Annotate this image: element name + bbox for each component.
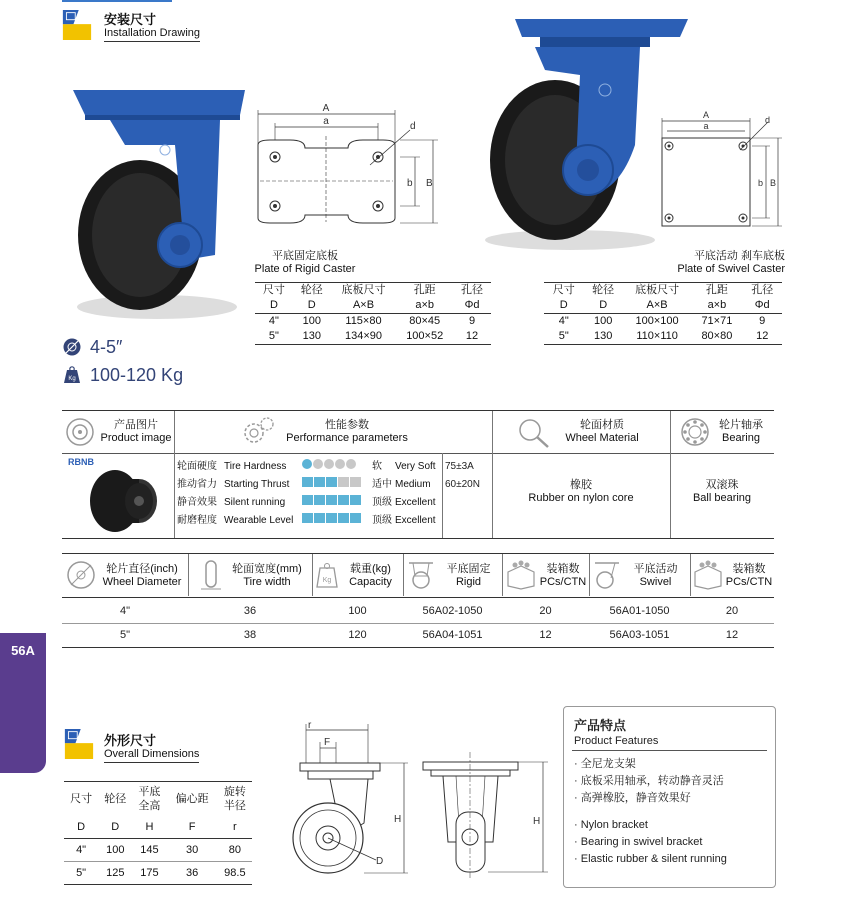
divider: [188, 554, 189, 596]
perf-level-cn: 顶级: [372, 497, 392, 508]
header-performance-en: Performance parameters: [286, 432, 408, 444]
list-item: · 底板采用轴承，转动静音灵活: [574, 775, 724, 787]
perf-label-en: Wearable Level: [224, 515, 294, 526]
weight-icon: [63, 366, 81, 384]
table-row: [544, 329, 782, 345]
table-cell: 5": [544, 329, 583, 345]
table-subheader: H: [145, 821, 154, 833]
table-cell: 80×80: [691, 329, 742, 345]
table-cell: 100: [348, 605, 367, 617]
header-bearing-cn: 轮片轴承: [719, 419, 763, 431]
table-cell: 36: [243, 605, 257, 617]
swivel-plate-caption-en: Plate of Swivel Caster: [677, 263, 785, 275]
level-segment: [350, 495, 361, 505]
rigid-label-d: d: [410, 121, 416, 132]
table-cell: 5": [255, 329, 293, 345]
header-pcs-ctn: [537, 563, 589, 589]
perf-label-en: Tire Hardness: [224, 461, 287, 472]
side-label-r: r: [308, 720, 312, 731]
load-capacity-range: 100-120 Kg: [90, 365, 184, 385]
table-cell: 56A04-1051: [422, 629, 483, 641]
rigid-label-a: a: [323, 116, 329, 127]
rigid-label-b: b: [407, 178, 413, 189]
perf-level-en: Excellent: [395, 497, 436, 508]
level-segment: [338, 477, 349, 487]
table-cell: 110×110: [623, 329, 691, 345]
feature-text: Nylon bracket: [580, 819, 648, 831]
table-cell: 71×71: [701, 315, 733, 327]
table-subheader: a×b: [396, 298, 453, 314]
features-list-cn: [564, 756, 775, 807]
rigid-plate-drawing: [250, 100, 450, 230]
table-cell: 80×45: [409, 315, 441, 327]
carton-icon: [692, 560, 724, 590]
features-title-cn: 产品特点: [574, 718, 627, 733]
header-en: Tire width: [243, 576, 291, 588]
table-subheader: Φd: [742, 298, 782, 314]
perf-level-cn: 适中: [372, 479, 392, 490]
header-cn: 装箱数: [732, 563, 766, 575]
table-cell: 134×90: [331, 329, 397, 345]
table-subheader: F: [188, 821, 196, 833]
table-header: 尺寸: [70, 793, 93, 805]
header-capacity: [338, 563, 403, 589]
table-cell: 20: [725, 605, 739, 617]
level-segment: [314, 495, 325, 505]
table-cell: 98.5: [224, 867, 246, 879]
table-header: 偏心距: [175, 793, 209, 805]
perf-label-cn: 轮面硬度: [177, 461, 217, 472]
table-cell: 12: [539, 629, 552, 641]
level-segment: [314, 477, 325, 487]
table-cell: 125: [106, 867, 125, 879]
header-cn: 轮片直径(inch): [106, 563, 178, 575]
swivel-plate-caption-cn: 平底活动 刹车底板: [693, 250, 785, 262]
level-segment: [302, 513, 313, 523]
rigid-plate-caption-cn: 平底固定底板: [272, 250, 338, 262]
table-header: 孔距: [396, 283, 453, 299]
table-header: 轮径: [293, 283, 331, 299]
divider: [670, 411, 671, 538]
wheel-material-cn: 橡胶: [570, 479, 592, 491]
features-list-en: [564, 817, 775, 868]
side-view-drawing: [268, 718, 413, 883]
header-performance: [272, 419, 422, 445]
table-cell: 100×100: [635, 315, 679, 327]
table-cell: 100×52: [396, 329, 453, 345]
header-en: Rigid: [455, 576, 482, 588]
table-header: 尺寸: [255, 283, 293, 299]
table-header: 孔径: [453, 283, 491, 299]
feature-text: 高弹橡胶，静音效果好: [580, 792, 691, 804]
header-rigid: [435, 563, 502, 589]
table-subheader: A×B: [331, 298, 397, 314]
header-bearing-en: Bearing: [722, 432, 760, 444]
table-cell: 100: [106, 844, 125, 856]
header-product-image-cn: 产品图片: [114, 419, 158, 431]
wheel-material-en: Rubber on nylon core: [528, 492, 634, 504]
header-cn: 装箱数: [546, 563, 580, 575]
table-cell: 120: [348, 629, 367, 641]
header-swivel: [621, 563, 690, 589]
table-cell: 115×80: [345, 315, 382, 327]
installation-title-en: Installation Drawing: [104, 27, 200, 42]
swivel-label-A: A: [702, 110, 710, 120]
perf-row-thrust: [177, 477, 477, 493]
features-box: [563, 706, 776, 888]
magnifier-icon: [517, 417, 551, 449]
swivel-caster-icon: [593, 560, 621, 590]
table-header: 孔径: [742, 283, 782, 299]
header-en: Wheel Diameter: [102, 576, 182, 588]
perf-label-en: Starting Thrust: [224, 479, 290, 490]
table-cell: 175: [140, 867, 159, 879]
wheel-size-icon: [63, 338, 81, 356]
table-cell: 4": [119, 605, 131, 617]
header-cn: 平底固定: [446, 563, 491, 575]
header-cn: 轮面宽度(mm): [232, 563, 302, 575]
perf-label-en: Silent running: [224, 497, 286, 508]
level-segment: [326, 513, 337, 523]
page-tab-label: 56A: [11, 643, 35, 658]
level-segment: [346, 459, 356, 469]
section-logo-icon: [62, 10, 92, 40]
table-cell: 100: [594, 315, 613, 327]
feature-text: 全尼龙支架: [580, 758, 636, 770]
bearing-cn: 双滚珠: [705, 479, 739, 491]
table-cell: 5": [76, 867, 87, 879]
header-wheel-diameter: [96, 563, 188, 589]
level-segment: [314, 513, 325, 523]
table-cell: 56A02-1050: [422, 605, 483, 617]
level-segment: [302, 459, 312, 469]
level-segment: [324, 459, 334, 469]
list-item: · Nylon bracket: [574, 819, 648, 831]
table-row: [255, 329, 491, 345]
table-cell: 12: [453, 329, 491, 345]
perf-level-bars: [302, 513, 362, 523]
list-item: · Bearing in swivel bracket: [574, 836, 703, 848]
swivel-label-a: a: [703, 121, 709, 131]
swivel-label-b: b: [758, 178, 764, 188]
table-cell: 56A01-1050: [609, 605, 670, 617]
table-cell: 4": [268, 315, 279, 327]
table-cell: 38: [243, 629, 257, 641]
table-subheader: Φd: [453, 298, 491, 314]
perf-value-hardness: 75±3A: [445, 461, 474, 472]
gear-icon: [240, 415, 276, 449]
capacity-icon: [316, 562, 338, 588]
table-subheader: D: [544, 298, 583, 314]
page-tab: [0, 633, 46, 773]
list-item: · Elastic rubber & silent running: [574, 853, 727, 865]
capacity-icon-text: Kg: [322, 577, 332, 584]
table-cell: 30: [186, 844, 199, 856]
front-label-H: H: [533, 816, 541, 827]
bearing-value: [670, 479, 774, 505]
wheel-material-value: [492, 479, 670, 505]
level-segment: [302, 495, 313, 505]
table-cell: 12: [725, 629, 739, 641]
table-subheader: A×B: [623, 298, 691, 314]
wheel-diameter-icon: [66, 560, 96, 590]
table-row: [544, 314, 782, 330]
table-cell: 4": [76, 844, 87, 856]
table-subheader: r: [233, 821, 237, 833]
table-cell: 130: [583, 329, 622, 345]
perf-level-en: Excellent: [395, 515, 436, 526]
table-cell: 56A03-1051: [609, 629, 670, 641]
table-subheader: D: [111, 821, 120, 833]
swivel-plate-drawing: [650, 110, 790, 235]
level-segment: [326, 495, 337, 505]
section-logo-icon: [64, 729, 94, 759]
perf-level-en: Medium: [395, 479, 431, 490]
level-segment: [350, 513, 361, 523]
feature-text: Elastic rubber & silent running: [580, 853, 727, 865]
header-wheel-material-en: Wheel Material: [565, 432, 639, 444]
rigid-plate-caption-en: Plate of Rigid Caster: [254, 263, 356, 275]
header-wheel-material: [552, 419, 652, 445]
level-segment: [338, 495, 349, 505]
table-row: [255, 314, 491, 330]
header-tire-width: [222, 563, 312, 589]
table-header: 尺寸: [544, 283, 583, 299]
table-cell: 80: [228, 844, 242, 856]
divider: [403, 554, 404, 596]
bearing-en: Ball bearing: [692, 492, 752, 504]
table-header: 平底 全高: [138, 786, 161, 812]
side-label-H: H: [394, 814, 402, 825]
table-cell: 9: [468, 315, 476, 327]
wheel-size-range: 4-5″: [90, 337, 123, 357]
performance-table: [62, 410, 774, 539]
table-cell: 36: [186, 867, 199, 879]
divider: [589, 554, 590, 596]
installation-title-cn: 安装尺寸: [104, 12, 157, 27]
rigid-caster-icon: [407, 560, 435, 590]
perf-level-bars: [302, 477, 362, 487]
weight-icon-text: Kg: [68, 376, 76, 382]
side-label-F: F: [324, 737, 331, 748]
table-cell: 4": [558, 315, 569, 327]
table-header: 旋转 半径: [223, 786, 246, 812]
swivel-label-d: d: [765, 115, 771, 125]
perf-value-thrust: 60±20N: [445, 479, 480, 490]
header-cn: 平底活动: [633, 563, 678, 575]
rigid-label-A: A: [322, 103, 330, 114]
table-cell: 9: [759, 315, 766, 327]
overall-title-en: Overall Dimensions: [104, 748, 199, 763]
header-product-image: [97, 419, 175, 445]
table-cell: 12: [742, 329, 782, 345]
rigid-caster-image: [65, 85, 250, 325]
perf-row-wear: [177, 513, 477, 529]
perf-row-silent: [177, 495, 477, 511]
rigid-plate-caption: [250, 250, 360, 276]
divider: [312, 554, 313, 596]
swivel-plate-table: [544, 282, 782, 345]
divider: [572, 750, 767, 751]
level-segment: [338, 513, 349, 523]
list-item: · 高弹橡胶，静音效果好: [574, 792, 691, 804]
models-header-row: [62, 553, 774, 598]
perf-level-en: Very Soft: [395, 461, 436, 472]
table-row: [62, 624, 774, 648]
perf-level-bars: [302, 495, 362, 505]
header-wheel-material-cn: 轮面材质: [580, 419, 624, 431]
table-header: 轮径: [583, 283, 622, 299]
perf-label-cn: 静音效果: [177, 497, 217, 508]
header-product-image-en: Product image: [100, 432, 172, 444]
header-pcs-ctn: [724, 563, 774, 589]
swivel-label-B: B: [770, 178, 777, 188]
overall-table: [64, 781, 252, 885]
level-segment: [313, 459, 323, 469]
level-segment: [302, 477, 313, 487]
bearing-icon: [680, 417, 710, 447]
product-badge: RBNB: [68, 457, 94, 467]
perf-level-cn: 软: [372, 461, 382, 472]
front-view-drawing: [418, 752, 553, 882]
level-segment: [326, 477, 337, 487]
table-row: [62, 600, 774, 624]
rigid-plate-table: [255, 282, 491, 345]
header-cn: 载重(kg): [350, 563, 391, 575]
header-bearing: [710, 419, 772, 445]
table-header: 底板尺寸: [331, 283, 397, 299]
table-subheader: D: [583, 298, 622, 314]
level-segment: [335, 459, 345, 469]
top-rule: [62, 0, 172, 2]
table-subheader: D: [293, 298, 331, 314]
perf-level-cn: 顶级: [372, 515, 392, 526]
table-cell: 145: [140, 844, 159, 856]
features-title-en: Product Features: [574, 735, 659, 747]
header-en: PCs/CTN: [725, 576, 773, 588]
divider: [502, 554, 503, 596]
perf-label-cn: 推动省力: [177, 479, 217, 490]
table-header: 孔距: [691, 283, 742, 299]
table-row: [64, 862, 252, 885]
table-header: 底板尺寸: [623, 283, 691, 299]
table-row: [64, 839, 252, 862]
table-subheader: D: [255, 298, 293, 314]
table-subheader: D: [77, 821, 86, 833]
table-cell: 5": [119, 629, 131, 641]
table-cell: 20: [539, 605, 552, 617]
perf-label-cn: 耐磨程度: [177, 515, 217, 526]
perf-row-hardness: [177, 459, 477, 475]
feature-text: Bearing in swivel bracket: [580, 836, 703, 848]
wheel-product-image: [87, 467, 167, 535]
table-subheader: a×b: [691, 298, 742, 314]
header-en: PCs/CTN: [539, 576, 587, 588]
divider: [690, 554, 691, 596]
rigid-label-B: B: [426, 178, 433, 189]
header-en: Capacity: [349, 576, 392, 588]
overall-title-cn: 外形尺寸: [104, 733, 157, 748]
divider: [492, 411, 493, 538]
header-en: Swivel: [639, 576, 672, 588]
carton-icon: [505, 560, 537, 590]
table-cell: 130: [293, 329, 331, 345]
table-cell: 100: [302, 315, 321, 327]
header-performance-cn: 性能参数: [325, 419, 369, 431]
product-image-icon: [65, 417, 95, 447]
side-label-D: D: [376, 856, 384, 867]
table-header: 轮径: [104, 793, 127, 805]
list-item: · 全尼龙支架: [574, 758, 636, 770]
tire-width-icon: [200, 558, 222, 592]
swivel-plate-caption: [660, 250, 785, 276]
perf-level-dots: [302, 459, 357, 469]
feature-text: 底板采用轴承，转动静音灵活: [580, 775, 724, 787]
level-segment: [350, 477, 361, 487]
